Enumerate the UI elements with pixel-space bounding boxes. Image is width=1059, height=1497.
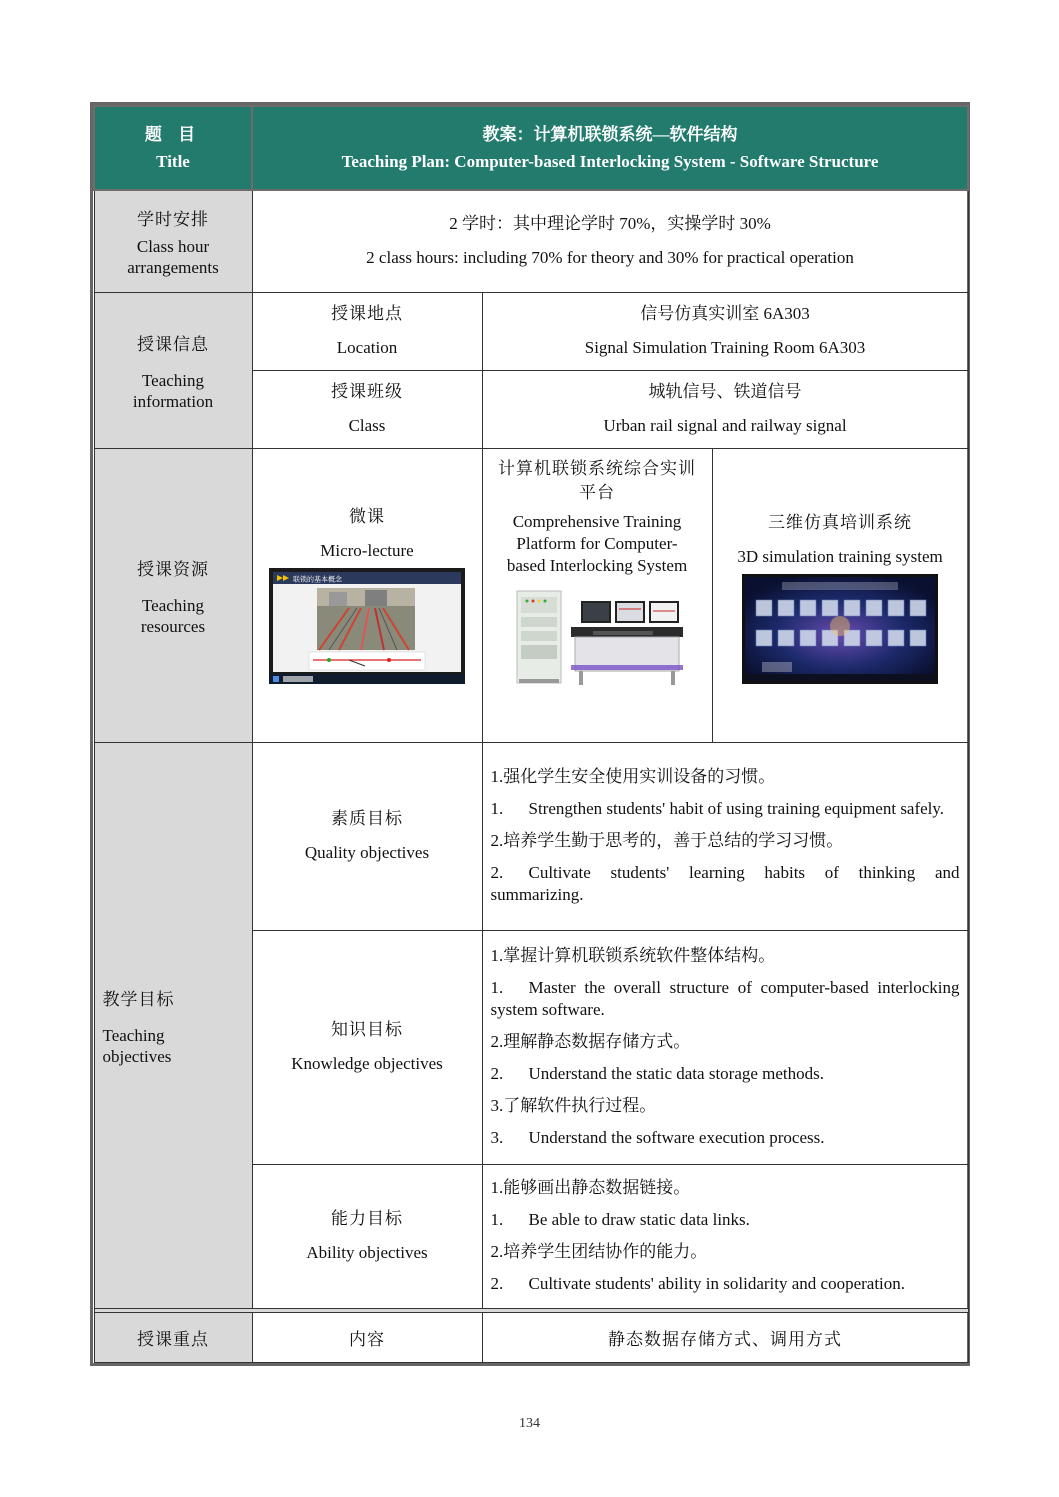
ability-label-cell [252,1164,482,1308]
page-number: 134 [519,1416,540,1431]
simulation-title-cn: 三维仿真培训系统 [768,512,913,532]
lesson-plan-table [90,102,970,1366]
knowledge-label-cn: 知识目标 [331,1020,403,1039]
quality-label-en: Quality objectives [304,843,430,862]
info-label-cell [94,292,252,448]
title-label-cell [94,106,252,190]
location-row [94,292,968,370]
ability-items-cell [482,1164,968,1308]
knowledge-label-cell [252,930,482,1164]
quality-item-1-en: 1. Strengthen students' habit of using training equipment safely. [490,799,945,818]
hours-row [94,190,968,292]
ability-item-2-cn: 2.培养学生团结协作的能力。 [490,1242,708,1261]
ability-label-cn: 能力目标 [331,1209,403,1228]
keypoint-value: 静态数据存储方式、调用方式 [482,1312,968,1362]
knowledge-label-en: Knowledge objectives [291,1054,443,1073]
location-label-cell [252,292,482,370]
hours-value-cell [252,190,968,292]
quality-objectives-row [94,742,968,930]
title-value-cell [252,106,968,190]
training-platform-photo[interactable] [509,583,685,687]
location-value-cell [482,292,968,370]
objectives-label-cell [94,742,252,1308]
quality-items-cell [482,742,968,930]
knowledge-item-3-cn: 3.了解软件执行过程。 [490,1096,657,1115]
quality-item-2-en: 2. Cultivate students' learning habits of thinking and summarizing. [490,863,960,904]
info-label-cn: 授课信息 [137,334,209,354]
micro-lecture-title-en: Micro-lecture [320,541,414,560]
knowledge-item-1-en: 1. Master the overall structure of computer-based interlocking system software. [490,978,960,1019]
title-value-en: Teaching Plan: Computer-based Interlocking System - Software Structure [341,151,879,171]
objectives-label-en: Teaching objectives [102,1025,172,1066]
location-value-en: Signal Simulation Training Room 6A303 [584,338,866,357]
knowledge-item-2-cn: 2.理解静态数据存储方式。 [490,1032,691,1051]
keypoint-content-label: 内容 [252,1312,482,1362]
quality-item-1-cn: 1.强化学生安全使用实训设备的习惯。 [490,767,776,786]
micro-lecture-screenshot[interactable] [269,568,465,684]
quality-label-cell [252,742,482,930]
objectives-label-cn: 教学目标 [102,989,175,1009]
ability-item-2-en: 2. Cultivate students' ability in solidarity and cooperation. [490,1274,906,1293]
resources-row [94,448,968,742]
location-value-cn: 信号仿真实训室 6A303 [640,304,810,323]
ability-label-en: Ability objectives [306,1243,428,1262]
resources-label-en: Teaching resources [140,595,206,636]
hours-value-en: 2 class hours: including 70% for theory and 30% for practical operation [366,248,854,268]
hours-label-cn: 学时安排 [137,210,209,230]
class-value-en: Urban rail signal and railway signal [603,416,847,435]
location-label-en: Location [336,338,398,357]
class-label-en: Class [348,416,386,435]
knowledge-item-1-cn: 1.掌握计算机联锁系统软件整体结构。 [490,946,776,965]
resource-training-platform [482,448,712,742]
knowledge-items-cell [482,930,968,1164]
quality-label-cn: 素质目标 [331,809,403,828]
class-label-cn: 授课班级 [331,382,403,401]
micro-lecture-title-cn: 微课 [349,507,385,526]
resource-micro-lecture [252,448,482,742]
title-value-cn: 教案：计算机联锁系统—软件结构 [482,124,738,144]
location-label-cn: 授课地点 [331,304,403,323]
simulation-title-en: 3D simulation training system [737,546,943,566]
info-label-en: Teaching information [132,370,214,411]
class-value-cell [482,370,968,448]
class-label-cell [252,370,482,448]
resources-label-cell [94,448,252,742]
resources-label-cn: 授课资源 [137,559,209,579]
micro-lecture-screen-title: 联锁的基本概念 [293,575,342,584]
keypoint-label: 授课重点 [94,1312,252,1362]
hours-label-en: Class hour arrangements [127,237,219,278]
resource-3d-simulation [712,448,968,742]
ability-item-1-cn: 1.能够画出静态数据链接。 [490,1178,691,1197]
title-row [94,106,968,190]
keypoint-row [94,1312,968,1362]
quality-item-2-cn: 2.培养学生勤于思考的，善于总结的学习习惯。 [490,831,844,850]
ability-item-1-en: 1. Be able to draw static data links. [490,1210,750,1229]
hours-value-cn: 2 学时：其中理论学时 70%，实操学时 30% [449,214,771,234]
3d-simulation-screenshot[interactable] [742,574,938,684]
class-value-cn: 城轨信号、铁道信号 [648,382,802,401]
platform-title-en: Comprehensive Training Platform for Computer-based Interlocking System [506,511,688,575]
hours-label-cell [94,190,252,292]
title-label-cn: 题 目 [144,124,202,144]
title-label-en: Title [156,151,190,171]
knowledge-item-2-en: 2. Understand the static data storage methods. [490,1064,825,1083]
platform-title-cn: 计算机联锁系统综合实训平台 [498,458,696,502]
knowledge-item-3-en: 3. Understand the software execution process. [490,1128,825,1147]
